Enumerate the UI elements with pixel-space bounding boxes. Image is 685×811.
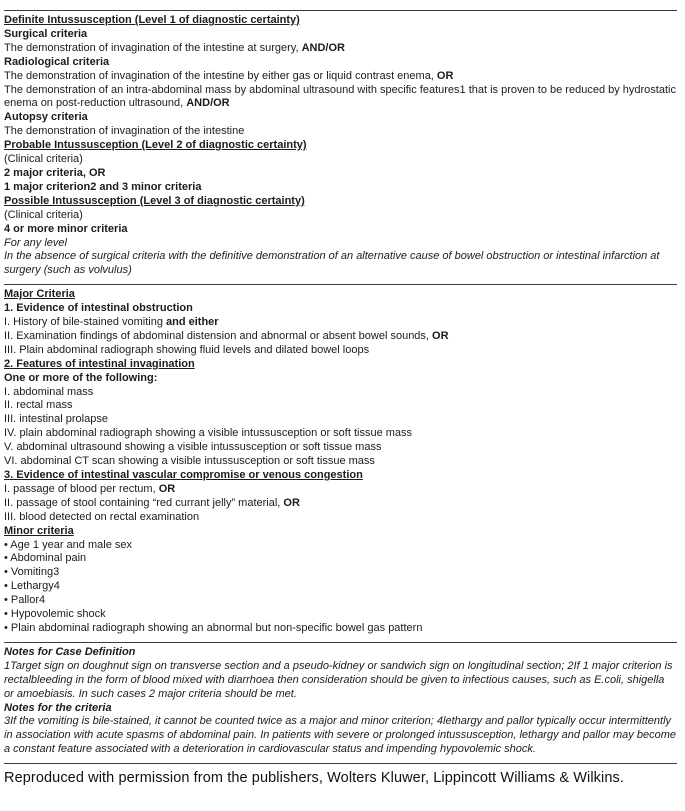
text-segment: The demonstration of invagination of the intestine	[4, 125, 245, 138]
text-segment: In the absence of surgical criteria with the definitive demonstration of an alternative cause of bowel obstruction or intestinal infarction at surgery (such as volvulus)	[4, 250, 660, 277]
list-item	[4, 413, 677, 427]
text-line	[4, 70, 677, 84]
heading-evidence-vascular-compromise	[4, 469, 677, 483]
text-segment: OR	[158, 482, 176, 495]
text-segment: • Pallor4	[4, 594, 46, 607]
text-line	[4, 237, 677, 251]
text-segment: 3If the vomiting is bile-stained, it cannot be counted twice as a major and minor criterion; 4lethargy and pallor typically occur intermittently in association with acute spasms of abdominal pain. In patients with severe or prolonged intussusception, lethargy and pallor may become a constant feature associated with a deterioration in cardiovascular status and impending hypovolemic shock.	[4, 715, 676, 756]
attribution-footer: Reproduced with permission from the publishers, Wolters Kluwer, Lippincott Williams & Wilkins.	[4, 770, 624, 787]
text-line	[4, 250, 677, 278]
text-segment: 2. Features of intestinal invagination	[4, 357, 195, 370]
text-segment: AND/OR	[186, 97, 230, 110]
text-segment: The demonstration of invagination of the intestine by either gas or liquid contrast enema,	[4, 69, 437, 82]
text-segment: OR	[432, 329, 449, 342]
list-item	[4, 511, 677, 525]
list-item	[4, 580, 677, 594]
heading-evidence-intestinal-obstruction	[4, 302, 677, 316]
text-segment: For any level	[4, 236, 67, 249]
section-major-minor-criteria	[4, 288, 677, 636]
text-segment: II. Examination findings of abdominal distension and abnormal or absent bowel sounds,	[4, 329, 433, 342]
text-line	[4, 153, 677, 167]
text-segment: 1Target sign on doughnut sign on transverse section and a pseudo-kidney or sandwich sign on longitudinal section; 2If 1 major criterion is rectalbleeding in the form of blood mixed with diarrhoea then consideration should be given to infectious causes, such as E.coli, shigella or amoebiasis. In such cases 2 major criteria should be met.	[4, 659, 673, 700]
text-segment: Probable Intussusception (Level 2 of diagnostic certainty)	[4, 139, 307, 152]
heading-major-criteria	[4, 288, 677, 302]
label-surgical-criteria	[4, 28, 677, 42]
text-segment: III. Plain abdominal radiograph showing fluid levels and dilated bowel loops	[4, 343, 370, 356]
list-item	[4, 594, 677, 608]
text-segment: OR	[436, 69, 454, 82]
text-segment: • Abdominal pain	[4, 552, 87, 565]
text-segment: 4 or more minor criteria	[4, 222, 128, 235]
text-segment: • Hypovolemic shock	[4, 608, 106, 621]
list-item	[4, 427, 677, 441]
text-segment: Radiological criteria	[4, 55, 110, 68]
text-segment: OR	[283, 496, 300, 509]
text-segment: I. abdominal mass	[4, 385, 94, 398]
heading-minor-criteria	[4, 525, 677, 539]
text-segment: (Clinical criteria)	[4, 153, 83, 166]
text-segment: The demonstration of an intra-abdominal mass by abdominal ultrasound with specific features1 that is proven to be reduced by hydrostatic enema on post-reduction ultrasound,	[4, 83, 676, 110]
heading-notes-criteria	[4, 702, 677, 716]
text-segment: III. intestinal prolapse	[4, 413, 108, 426]
text-segment: VI. abdominal CT scan showing a visible intussusception or soft tissue mass	[4, 455, 375, 468]
list-item	[4, 552, 677, 566]
list-item	[4, 455, 677, 469]
list-item	[4, 566, 677, 580]
list-item	[4, 497, 677, 511]
section-diagnostic-levels	[4, 14, 677, 278]
list-item	[4, 483, 677, 497]
text-segment: Autopsy criteria	[4, 111, 88, 124]
text-segment: AND/OR	[301, 41, 345, 54]
list-item	[4, 344, 677, 358]
text-line	[4, 181, 677, 195]
text-line	[4, 84, 677, 112]
text-segment: Surgical criteria	[4, 27, 88, 40]
text-line	[4, 125, 677, 139]
text-segment: • Vomiting3	[4, 566, 60, 579]
text-segment: Notes for Case Definition	[4, 645, 136, 658]
text-segment: 3. Evidence of intestinal vascular compromise or venous congestion	[4, 469, 363, 481]
heading-probable-intussusception-level-2	[4, 139, 677, 153]
heading-possible-intussusception-level-3	[4, 195, 677, 209]
text-segment: III. blood detected on rectal examination	[4, 510, 200, 523]
text-line	[4, 372, 677, 386]
text-segment: IV. plain abdominal radiograph showing a visible intussusception or soft tissue mass	[4, 427, 413, 440]
text-segment: Major Criteria	[4, 288, 75, 301]
label-autopsy-criteria	[4, 111, 677, 125]
list-item	[4, 441, 677, 455]
divider-before-criteria	[4, 284, 677, 285]
section-notes	[4, 646, 677, 757]
text-segment: • Plain abdominal radiograph showing an abnormal but non-specific bowel gas pattern	[4, 621, 423, 634]
text-segment: Possible Intussusception (Level 3 of diagnostic certainty)	[4, 194, 305, 207]
text-segment: 2 major criteria, OR	[4, 166, 106, 179]
text-segment: (Clinical criteria)	[4, 208, 83, 221]
text-segment: I. passage of blood per rectum,	[4, 482, 159, 495]
text-segment: II. rectal mass	[4, 399, 73, 412]
list-item	[4, 316, 677, 330]
text-segment: One or more of the following:	[4, 371, 158, 384]
heading-features-intestinal-invagination	[4, 358, 677, 372]
text-segment: • Age 1 year and male sex	[4, 538, 132, 551]
list-item	[4, 539, 677, 553]
list-item	[4, 386, 677, 400]
list-item	[4, 330, 677, 344]
text-line	[4, 715, 677, 757]
text-segment: Definite Intussusception (Level 1 of diagnostic certainty)	[4, 14, 300, 26]
label-radiological-criteria	[4, 56, 677, 70]
text-line	[4, 660, 677, 702]
text-line	[4, 42, 677, 56]
text-segment: The demonstration of invagination of the intestine at surgery,	[4, 41, 302, 54]
text-segment: • Lethargy4	[4, 580, 60, 593]
divider-before-footer	[4, 763, 677, 764]
text-segment: 1 major criterion2 and 3 minor criteria	[4, 180, 202, 193]
text-segment: 1. Evidence of intestinal obstruction	[4, 302, 193, 315]
list-item	[4, 622, 677, 636]
list-item	[4, 399, 677, 413]
heading-notes-case-definition	[4, 646, 677, 660]
divider-top	[4, 10, 677, 11]
text-segment: II. passage of stool containing “red currant jelly” material,	[4, 496, 284, 509]
text-segment: and either	[166, 316, 219, 329]
text-line	[4, 167, 677, 181]
list-item	[4, 608, 677, 622]
text-line	[4, 223, 677, 237]
text-segment: I. History of bile-stained vomiting	[4, 316, 167, 329]
heading-definite-intussusception-level-1	[4, 14, 677, 28]
text-segment: V. abdominal ultrasound showing a visible intussusception or soft tissue mass	[4, 441, 382, 454]
text-segment: Notes for the criteria	[4, 701, 112, 714]
text-line	[4, 209, 677, 223]
divider-before-notes	[4, 642, 677, 643]
text-segment: Minor criteria	[4, 524, 74, 537]
